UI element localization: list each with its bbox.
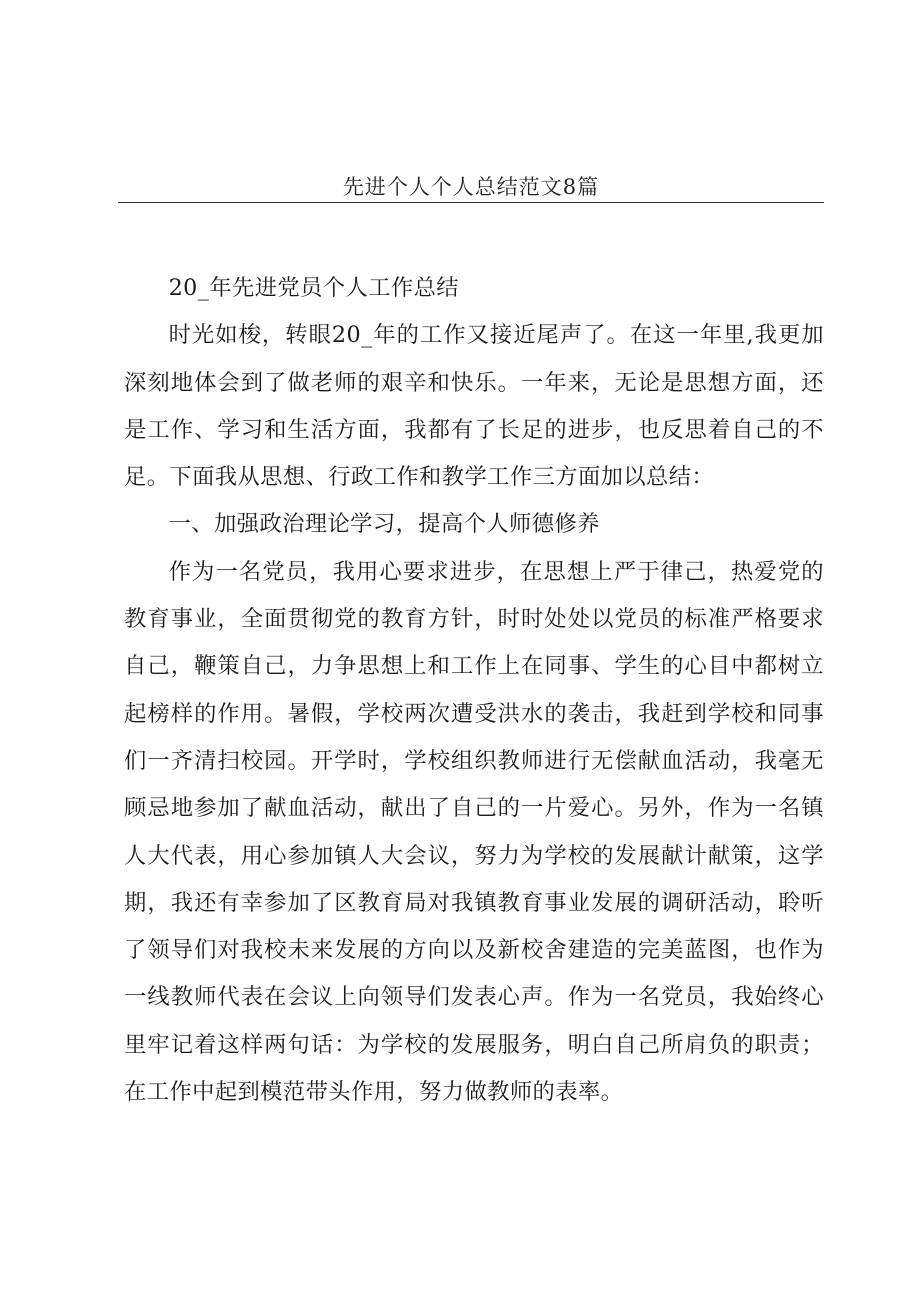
document-body (124, 265, 824, 1116)
body-paragraph: 作为一名党员，我用心要求进步，在思想上严于律己，热爱党的教育事业，全面贯彻党的教育方针，时时处处以党员的标准严格要求自己，鞭策自己，力争思想上和工作上在同事、学生的心目中都树立起榜样的作用。暑假，学校两次遭受洪水的袭击，我赶到学校和同事们一齐清扫校园。开学时，学校组织教师进行无偿献血活动，我毫无顾忌地参加了献血活动，献出了自己的一片爱心。另外，作为一名镇人大代表，用心参加镇人大会议，努力为学校的发展献计献策，这学期，我还有幸参加了区教育局对我镇教育事业发展的调研活动，聆听了领导们对我校未来发展的方向以及新校舍建造的完美蓝图，也作为一线教师代表在会议上向领导们发表心声。作为一名党员，我始终心里牢记着这样两句话：为学校的发展服务，明白自己所肩负的职责；在工作中起到模范带头作用，努力做教师的表率。 (124, 558, 824, 1106)
subsection-heading: 一、加强政治理论学习，提高个人师德修养 (168, 511, 600, 538)
section-title: 20_年先进党员个人工作总结 (168, 275, 459, 301)
header-title: 先进个人个人总结范文8篇 (342, 175, 600, 199)
intro-paragraph: 时光如梭，转眼20_年的工作又接近尾声了。在这一年里,我更加深刻地体会到了做老师的艰辛和快乐。一年来，无论是思想方面，还是工作、学习和生活方面，我都有了长足的进步，也反思着自己的不足。下面我从思想、行政工作和教学工作三方面加以总结： (124, 322, 824, 491)
page-header (118, 172, 824, 203)
